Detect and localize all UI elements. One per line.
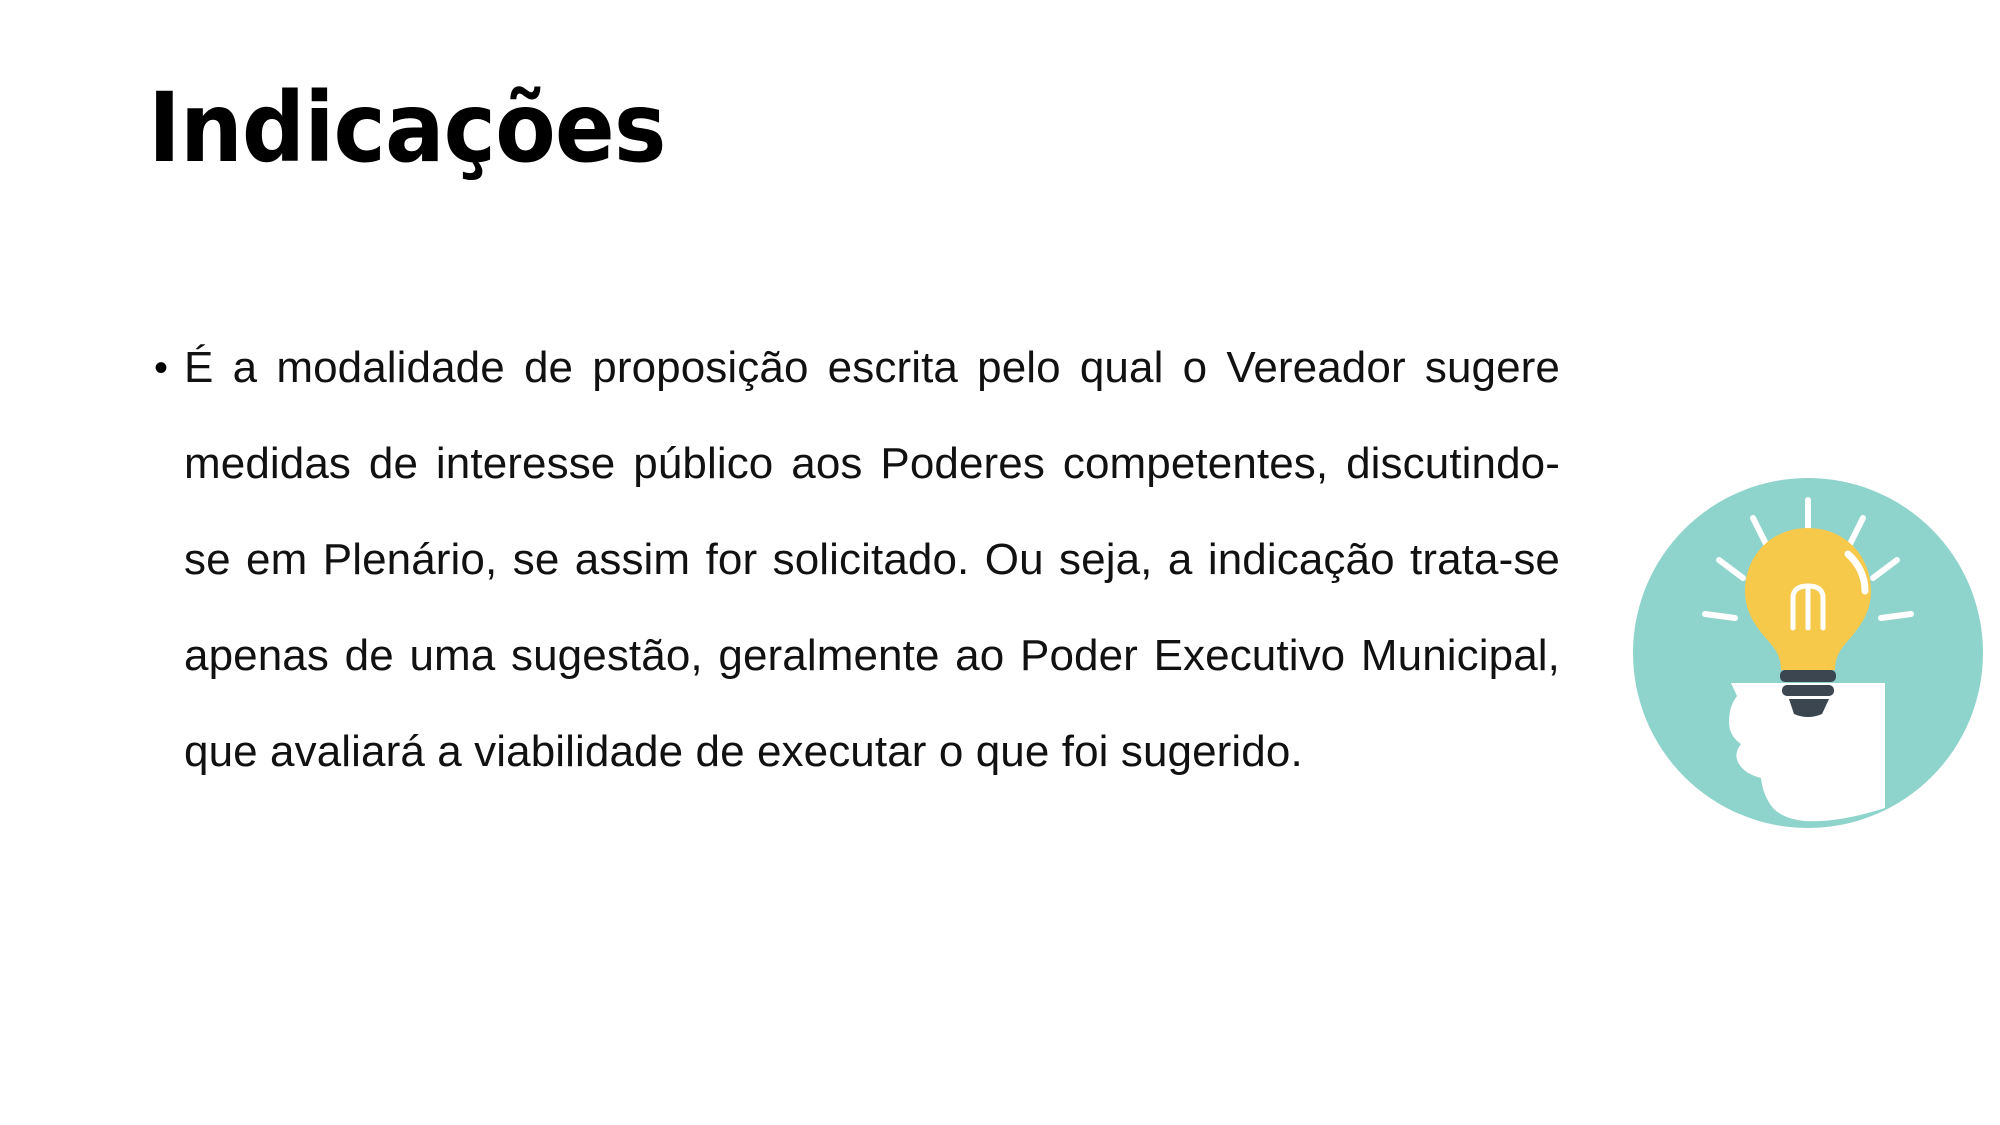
list-item <box>150 320 1560 800</box>
body-content <box>150 320 1560 800</box>
idea-lightbulb-head-icon <box>1633 478 1983 828</box>
page-title: Indicações <box>148 72 666 184</box>
bullet-marker: • <box>154 346 169 390</box>
bullet-paragraph: É a modalidade de proposição escrita pelo qual o Vereador sugere medidas de interesse público aos Poderes competentes, discutindo-se em Plenário, se assim for solicitado. Ou seja, a indicação trata-se apenas de uma sugestão, geralmente ao Poder Executivo Municipal, que avaliará a viabilidade de executar o que foi sugerido. <box>184 343 1560 776</box>
